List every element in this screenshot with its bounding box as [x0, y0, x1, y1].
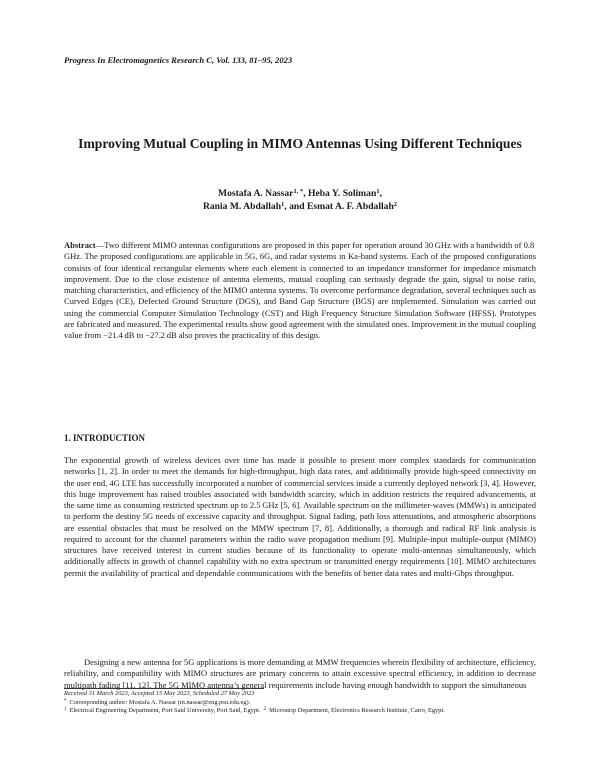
author-affiliation-mark: 1 — [281, 201, 285, 208]
affiliation-note — [64, 707, 536, 716]
author-separator: , — [303, 188, 308, 199]
author-affiliation-mark: 1 — [376, 188, 380, 195]
footnotes — [64, 690, 536, 716]
paper-title: Improving Mutual Coupling in MIMO Antennas Using Different Techniques — [78, 136, 522, 151]
author-name: Heba Y. Soliman — [307, 188, 377, 199]
author-name: Esmat A. F. Abdallah — [306, 201, 394, 212]
received-dates: Received 31 March 2023, Accepted 15 May 2023, Scheduled 27 May 2023 — [64, 690, 255, 697]
author-name: Rania M. Abdallah — [202, 201, 282, 212]
author-affiliation-mark: 1, * — [293, 188, 304, 195]
footnote-mark: 1 — [64, 707, 67, 712]
author-affiliation-mark: 2 — [393, 201, 398, 208]
abstract — [64, 240, 536, 341]
section-heading: 1. INTRODUCTION — [64, 433, 146, 443]
footnote-mark: * — [64, 698, 67, 704]
corresponding-author-note — [64, 699, 536, 708]
footnote-text: Electrical Engineering Department, Port Said University, Port Said, Egypt. — [69, 707, 261, 714]
author-separator: , — [379, 188, 382, 199]
journal-header: Progress In Electromagnetics Research C, Vol. 133, 81–95, 2023 — [64, 55, 293, 65]
footnote-rule — [64, 688, 264, 689]
abstract-text: —Two different MIMO antennas configurations are proposed in this paper for operation around 30 GHz with a bandwidth of 0.8 GHz. The proposed configurations are applicable in 5G, 6G, and radar systems in Ka-band systems. Each of the proposed configurations consists of four identical rectangular elements where each element is connected to an impedance transformer for impedance mismatch improvement. Due to the close existence of antenna elements, mutual coupling can seriously degrade the gain, signal to noise ratio, matching characteristics, and efficiency of the MIMO antenna systems. To overcome performance degradation, several techniques such as Curved Edges (CE), Defected Ground Structure (DGS), and Band Gap Structure (BGS) are implemented. Simulation was carried out using the commercial Computer Simulation Technology (CST) and High Frequency Structure Simulation Software (HFSS). Prototypes are fabricated and measured. The experimental results show good agreement with the simulated ones. Improvement in the mutual coupling value from −21.4 dB to −27.2 dB also proves the practicality of this design. — [64, 240, 536, 340]
author-name: Mostafa A. Nassar — [218, 188, 294, 199]
abstract-label: Abstract — [64, 240, 96, 250]
footnote-text: Corresponding author: Mostafa A. Nassar (m.nassar@eng.psu.edu.eg). — [69, 698, 251, 706]
body-paragraph: The exponential growth of wireless devices over time has made it possible to present more complex standards for communication networks [1, 2]. In order to meet the demands for high-throughput, high data rates, and additionally provide high-speed connectivity on the user end, 4G LTE has successfully incorporated a number of commercial services inside a currently deployed network [3, 4]. However, this huge improvement has raised troubles associated with bandwidth scarcity, which in addition restricts the required advancements, at the same time as consuming restricted spectrum up to 2.5 GHz [5, 6]. Available spectrum on the millimeter-waves (MMWs) is anticipated to perform the destiny 5G needs of excessive capacity and throughput. Signal fading, path loss attenuations, and atmospheric absorptions are essential obstacles that must be resolved on the MMW spectrum [7, 8]. Additionally, a thorough and radical RF link analysis is required to account for the channel parameters within the radio wave propagation medium [9]. Multiple-input multiple-output (MIMO) structures have received interest in current studies because of its functionality to operate multi-antennas simultaneously, which additionally affects in growth of channel capability with no extra spectrum or transmitted energy requirements [10]. MIMO architectures permit the availability of practical and dependable communications with the benefits of better data rates and multi-Gbps throughput. — [64, 455, 536, 578]
body-paragraph: Designing a new antenna for 5G applications is more demanding at MMW frequencies wherein flexibility of architecture, efficiency, reliability, and compatibility with MIMO structures are primary concerns to attain excessive spectral efficiency, in addition to decrease multipath fading [11, 12]. The 5G MIMO antenna’s general requirements include having enough bandwidth to support the simultaneous — [64, 657, 536, 690]
footnote-mark: 2 — [263, 707, 267, 712]
footnote-text: Microstrip Department, Electronics Research Institute, Cairo, Egypt. — [269, 707, 445, 714]
author-separator: , and — [284, 201, 307, 212]
author-list — [64, 187, 536, 213]
